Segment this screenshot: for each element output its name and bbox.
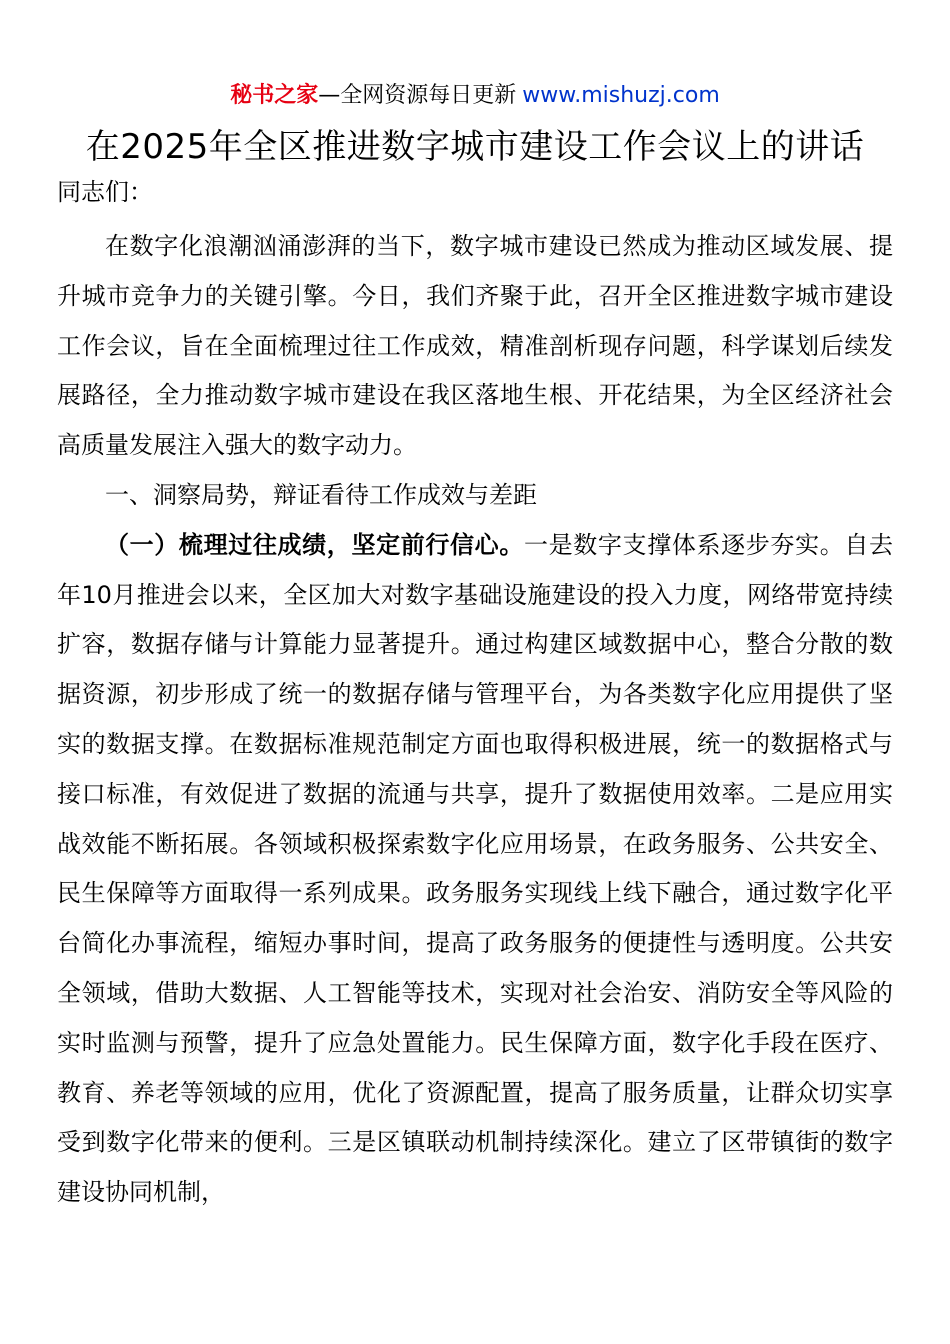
subsection-lead: （一）梳理过往成绩，坚定前行信心。: [105, 530, 524, 559]
document-body: [57, 222, 893, 1218]
section-heading: 一、洞察局势，辩证看待工作成效与差距: [105, 480, 537, 509]
subsection-body: 一是数字支撑体系逐步夯实。自去年10月推进会以来，全区加大对数字基础设施建设的投入力度，网络带宽持续扩容，数据存储与计算能力显著提升。通过构建区域数据中心，整合分散的数据资源，初步形成了统一的数据存储与管理平台，为各类数字化应用提供了坚实的数据支撑。在数据标准规范制定方面也取得积极进展，统一的数据格式与接口标准，有效促进了数据的流通与共享，提升了数据使用效率。二是应用实战效能不断拓展。各领域积极探索数字化应用场景，在政务服务、公共安全、民生保障等方面取得一系列成果。政务服务实现线上线下融合，通过数字化平台简化办事流程，缩短办事时间，提高了政务服务的便捷性与透明度。公共安全领域，借助大数据、人工智能等技术，实现对社会治安、消防安全等风险的实时监测与预警，提升了应急处置能力。民生保障方面，数字化手段在医疗、教育、养老等领域的应用，优化了资源配置，提高了服务质量，让群众切实享受到数字化带来的便利。三是区镇联动机制持续深化。建立了区带镇街的数字建设协同机制，: [57, 530, 893, 1207]
document-title: 在2025年全区推进数字城市建设工作会议上的讲话: [85, 127, 865, 167]
salutation: 同志们：: [57, 178, 153, 206]
intro-paragraph: 在数字化浪潮汹涌澎湃的当下，数字城市建设已然成为推动区域发展、提升城市竞争力的关键引擎。今日，我们齐聚于此，召开全区推进数字城市建设工作会议，旨在全面梳理过往工作成效，精准剖析现存问题，科学谋划后续发展路径，全力推动数字城市建设在我区落地生根、开花结果，为全区经济社会高质量发展注入强大的数字动力。: [57, 232, 893, 460]
site-header: [57, 78, 893, 114]
site-slogan: —全网资源每日更新: [318, 83, 517, 108]
site-name: 秘书之家: [230, 83, 319, 108]
site-url-link[interactable]: www.mishuzj.com: [522, 83, 720, 108]
subsection-paragraph: [57, 521, 893, 1218]
